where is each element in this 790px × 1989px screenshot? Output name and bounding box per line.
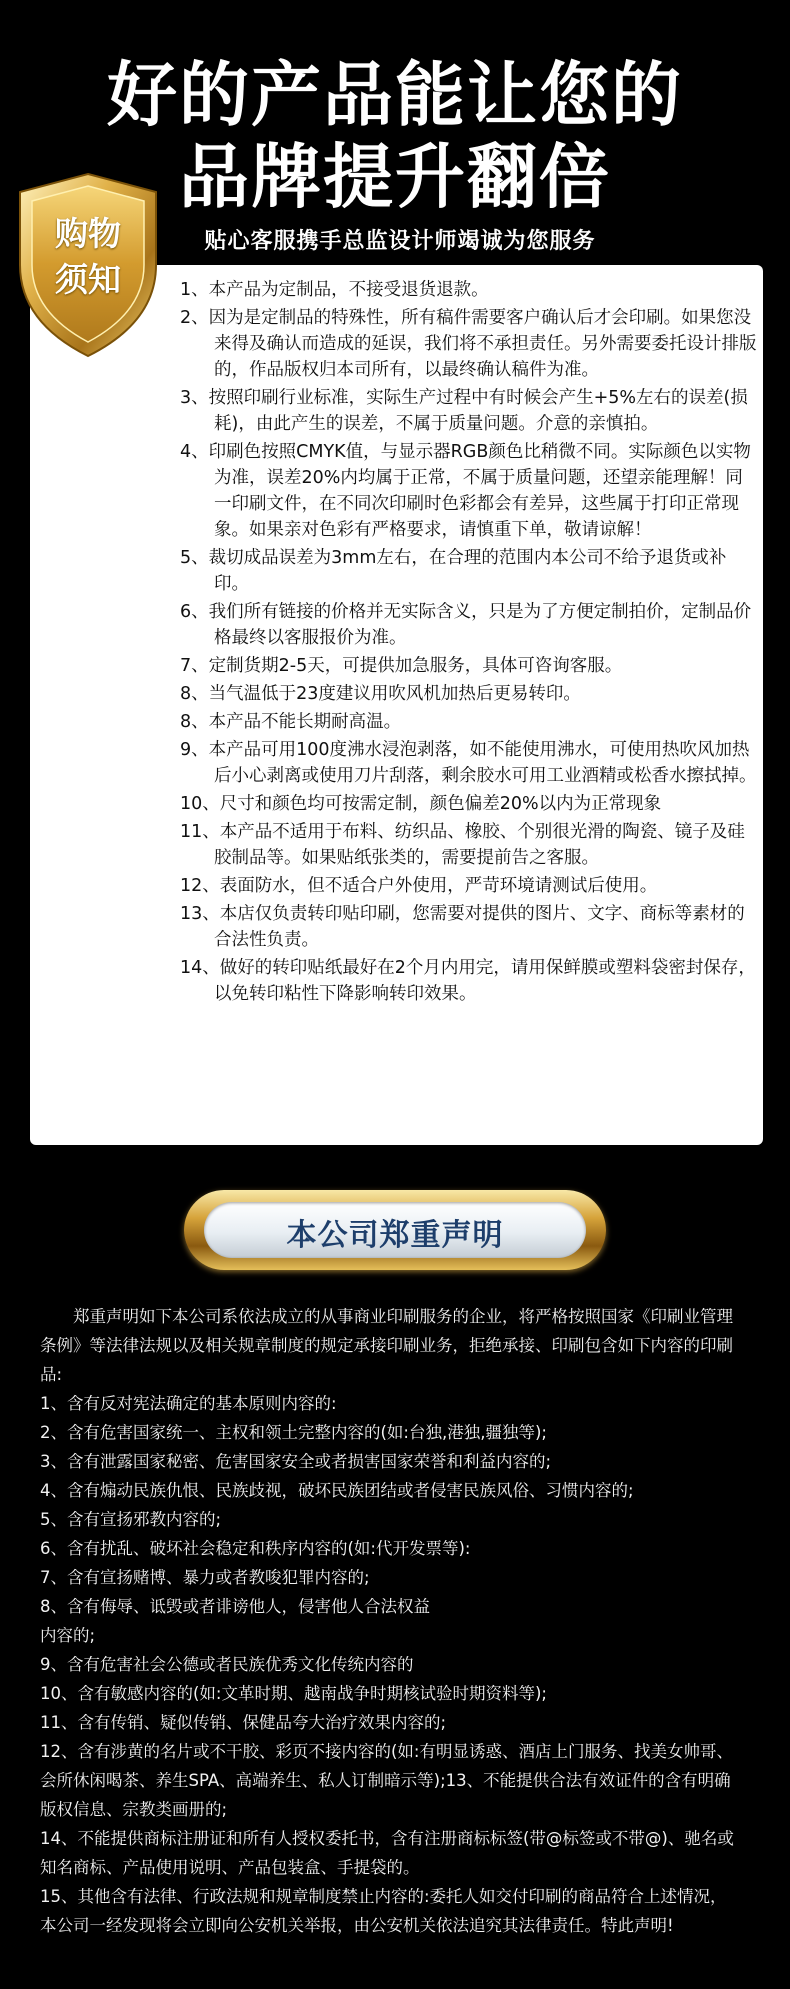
notice-item: 4、印刷色按照CMYK值，与显示器RGB颜色比稍微不同。实际颜色以实物为准，误差20%内均属于正常，不属于质量问题，还望亲能理解！同一印刷文件，在不同次印刷时色彩都会有差异，这些属于打印正常现象。如果亲对色彩有严格要求，请慎重下单，敬请谅解！ (180, 442, 751, 540)
notice-item: 12、表面防水，但不适合户外使用，严苛环境请测试后使用。 (180, 876, 658, 896)
shopping-notice-badge (14, 170, 162, 360)
notice-item: 5、裁切成品误差为3mm左右，在合理的范围内本公司不给予退货或补印。 (180, 548, 727, 594)
declaration-item: 3、含有泄露国家秘密、危害国家安全或者损害国家荣誉和利益内容的; (40, 1452, 552, 1471)
headline-line-1: 好的产品能让您的 (107, 54, 683, 136)
subtitle: 贴心客服携手总监设计师竭诚为您服务 (204, 229, 596, 254)
notice-item: 3、按照印刷行业标准，实际生产过程中有时候会产生+5%左右的误差(损耗)，由此产生的误差，不属于质量问题。介意的亲慎拍。 (180, 388, 748, 434)
declaration-item: 5、含有宣扬邪教内容的; (40, 1510, 222, 1529)
declaration-item: 9、含有危害社会公德或者民族优秀文化传统内容的 (40, 1655, 414, 1674)
declaration-item: 内容的; (40, 1626, 96, 1645)
declaration-intro: 郑重声明如下本公司系依法成立的从事商业印刷服务的企业，将严格按照国家《印刷业管理条例》等法律法规以及相关规章制度的规定承接印刷业务，拒绝承接、印刷包含如下内容的印刷品: (40, 1307, 733, 1384)
notice-item: 8、本产品不能长期耐高温。 (180, 712, 402, 732)
declaration-item: 7、含有宣扬赌博、暴力或者教唆犯罪内容的; (40, 1568, 370, 1587)
declaration-item: 14、不能提供商标注册证和所有人授权委托书，含有注册商标标签(带@标签或不带@)、驰名或知名商标、产品使用说明、产品包装盒、手提袋的。 (40, 1829, 734, 1877)
declaration-item: 6、含有扰乱、破坏社会稳定和秩序内容的(如:代开发票等): (40, 1539, 471, 1558)
notice-item: 7、定制货期2-5天，可提供加急服务，具体可咨询客服。 (180, 656, 623, 676)
declaration-item: 2、含有危害国家统一、主权和领土完整内容的(如:台独,港独,疆独等); (40, 1423, 547, 1442)
notice-item: 11、本产品不适用于布料、纺织品、橡胶、个别很光滑的陶瓷、镜子及硅胶制品等。如果贴纸张类的，需要提前告之客服。 (180, 822, 745, 868)
declaration-banner (184, 1190, 606, 1270)
notice-item: 1、本产品为定制品，不接受退货退款。 (180, 280, 489, 300)
badge-label-line-1: 购物 (55, 214, 121, 253)
declaration-item: 12、含有涉黄的名片或不干胶、彩页不接内容的(如:有明显诱惑、酒店上门服务、找美女帅哥、会所休闲喝茶、养生SPA、高端养生、私人订制暗示等);13、不能提供合法有效证件的含有明确版权信息、宗教类画册的; (40, 1742, 733, 1819)
notice-item: 13、本店仅负责转印贴印刷，您需要对提供的图片、文字、商标等素材的合法性负责。 (180, 904, 745, 950)
notice-item: 8、当气温低于23度建议用吹风机加热后更易转印。 (180, 684, 581, 704)
declaration-item: 8、含有侮辱、诋毁或者诽谤他人，侵害他人合法权益 (40, 1597, 430, 1616)
declaration-item: 10、含有敏感内容的(如:文革时期、越南战争时期核试验时期资料等); (40, 1684, 547, 1703)
declaration-item: 15、其他含有法律、行政法规和规章制度禁止内容的:委托人如交付印刷的商品符合上述情况，本公司一经发现将会立即向公安机关举报，由公安机关依法追究其法律责任。特此声明! (40, 1887, 727, 1935)
badge-label-line-2: 须知 (55, 260, 121, 299)
declaration-text (40, 1302, 740, 1940)
notice-item: 10、尺寸和颜色均可按需定制，颜色偏差20%以内为正常现象 (180, 794, 662, 814)
purchase-notice-card (30, 265, 763, 1145)
banner-title: 本公司郑重声明 (286, 1218, 504, 1253)
notice-item: 14、做好的转印贴纸最好在2个月内用完，请用保鲜膜或塑料袋密封保存，以免转印粘性下降影响转印效果。 (180, 958, 756, 1004)
notice-list (180, 277, 760, 1009)
notice-item: 6、我们所有链接的价格并无实际含义，只是为了方便定制拍价，定制品价格最终以客服报价为准。 (180, 602, 752, 648)
headline-line-2: 品牌提升翻倍 (179, 136, 611, 218)
notice-item: 2、因为是定制品的特殊性，所有稿件需要客户确认后才会印刷。如果您没来得及确认而造成的延误，我们将不承担责任。另外需要委托设计排版的，作品版权归本司所有，以最终确认稿件为准。 (180, 308, 757, 380)
declaration-item: 1、含有反对宪法确定的基本原则内容的: (40, 1394, 337, 1413)
notice-item: 9、本产品可用100度沸水浸泡剥落，如不能使用沸水，可使用热吹风加热后小心剥离或使用刀片刮落，剩余胶水可用工业酒精或松香水擦拭掉。 (180, 740, 757, 786)
declaration-item: 11、含有传销、疑似传销、保健品夸大治疗效果内容的; (40, 1713, 447, 1732)
declaration-item: 4、含有煽动民族仇恨、民族歧视，破坏民族团结或者侵害民族风俗、习惯内容的; (40, 1481, 634, 1500)
